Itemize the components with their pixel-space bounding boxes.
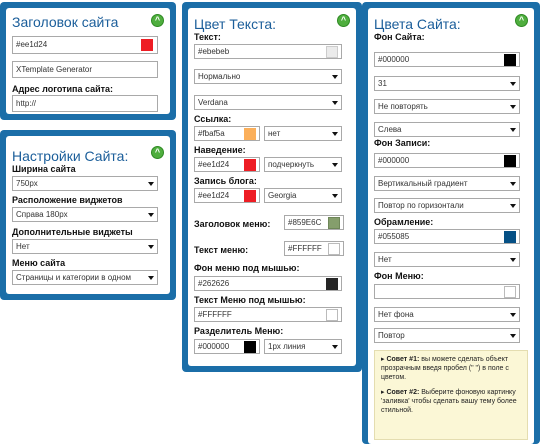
hover-underline-value: подчеркнуть bbox=[268, 160, 315, 169]
chevron-down-icon bbox=[148, 182, 154, 186]
site-menu-label: Меню сайта bbox=[12, 258, 66, 268]
link-underline-select[interactable] bbox=[264, 126, 342, 141]
menu-bg-option-select[interactable] bbox=[374, 307, 520, 322]
menu-bg-label: Фон Меню: bbox=[374, 271, 424, 281]
site-width-select[interactable] bbox=[12, 176, 158, 191]
collapse-icon[interactable]: ^ bbox=[151, 146, 164, 159]
site-header-panel bbox=[0, 2, 176, 120]
logo-url-input[interactable]: http:// bbox=[12, 95, 158, 112]
extra-widgets-value: Нет bbox=[16, 242, 30, 251]
chevron-down-icon bbox=[510, 182, 516, 186]
post-bg-color-swatch[interactable] bbox=[504, 155, 516, 167]
link-color-swatch[interactable] bbox=[244, 128, 256, 140]
chevron-down-icon bbox=[510, 313, 516, 317]
site-colors-panel-body bbox=[368, 8, 534, 444]
site-width-value: 750px bbox=[16, 179, 38, 188]
menu-header-label: Заголовок меню: bbox=[194, 219, 271, 229]
text-colors-panel-body bbox=[188, 8, 356, 366]
menu-text-color-input[interactable] bbox=[284, 241, 344, 256]
menu-divider-color-swatch[interactable] bbox=[244, 341, 256, 353]
chevron-down-icon bbox=[510, 82, 516, 86]
site-width-label: Ширина сайта bbox=[12, 164, 76, 174]
border-color-swatch[interactable] bbox=[504, 231, 516, 243]
text-font-select[interactable] bbox=[194, 95, 342, 110]
collapse-icon[interactable]: ^ bbox=[515, 14, 528, 27]
chevron-down-icon bbox=[332, 101, 338, 105]
post-bg-color-input[interactable] bbox=[374, 153, 520, 168]
site-bg-color-input[interactable] bbox=[374, 52, 520, 67]
site-bg-label: Фон Сайта: bbox=[374, 32, 425, 42]
site-bg-repeat-value: Не повторять bbox=[378, 102, 428, 111]
blog-post-color-input[interactable] bbox=[194, 188, 260, 203]
blog-post-color-value: #ee1d24 bbox=[198, 191, 230, 200]
chevron-down-icon bbox=[510, 204, 516, 208]
text-label: Текст: bbox=[194, 32, 221, 42]
tip-1-title: Совет #1: bbox=[386, 356, 420, 363]
text-weight-select[interactable] bbox=[194, 69, 342, 84]
post-bg-gradient-value: Вертикальный градиент bbox=[378, 179, 468, 188]
site-bg-position-select[interactable] bbox=[374, 122, 520, 137]
site-menu-value: Страницы и категории в одном bbox=[16, 273, 132, 282]
chevron-down-icon bbox=[510, 105, 516, 109]
post-bg-color-value: #000000 bbox=[378, 156, 410, 165]
menu-header-color-input[interactable] bbox=[284, 215, 344, 230]
text-color-input[interactable] bbox=[194, 44, 342, 59]
blog-post-color-swatch[interactable] bbox=[244, 190, 256, 202]
extra-widgets-label: Дополнительные виджеты bbox=[12, 227, 133, 237]
tip-1: ▸ Совет #1: вы можете сделать объект прозрачным введя пробел (" ") в поле с цветом. bbox=[381, 356, 509, 381]
chevron-down-icon bbox=[332, 163, 338, 167]
chevron-down-icon bbox=[332, 345, 338, 349]
site-bg-image-value: 31 bbox=[378, 79, 387, 88]
hover-label: Наведение: bbox=[194, 145, 246, 155]
chevron-down-icon bbox=[148, 276, 154, 280]
tip-2-text: Выберите фоновую картинку 'заливка' чтобы сделать вашу тему более стильной. bbox=[381, 389, 517, 414]
link-color-value: #fbaf5a bbox=[198, 129, 225, 138]
logo-url-label: Адрес логотипа сайта: bbox=[12, 84, 114, 94]
menu-hover-text-value: #FFFFFF bbox=[198, 310, 232, 319]
menu-header-color-value: #859E6C bbox=[288, 218, 322, 227]
hover-color-swatch[interactable] bbox=[244, 159, 256, 171]
site-header-title: Заголовок сайта bbox=[12, 14, 119, 30]
menu-bg-option-value: Нет фона bbox=[378, 310, 414, 319]
site-title-color-value: #ee1d24 bbox=[16, 40, 48, 49]
hover-color-input[interactable] bbox=[194, 157, 260, 172]
site-colors-title: Цвета Сайта: bbox=[374, 16, 461, 32]
menu-bg-repeat-select[interactable] bbox=[374, 328, 520, 343]
site-colors-panel bbox=[362, 2, 540, 444]
hover-color-value: #ee1d24 bbox=[198, 160, 230, 169]
chevron-down-icon bbox=[148, 245, 154, 249]
tip-2: ▸ Совет #2: Выберите фоновую картинку 'заливка' чтобы сделать вашу тему более стильной. bbox=[381, 389, 517, 414]
post-bg-label: Фон Записи: bbox=[374, 138, 431, 148]
blog-post-font-select[interactable] bbox=[264, 188, 342, 203]
menu-divider-style-select[interactable] bbox=[264, 339, 342, 354]
text-font-value: Verdana bbox=[198, 98, 228, 107]
menu-text-label: Текст меню: bbox=[194, 245, 249, 255]
menu-hover-bg-input[interactable] bbox=[194, 276, 342, 291]
chevron-down-icon bbox=[148, 213, 154, 217]
menu-bg-repeat-value: Повтор bbox=[378, 331, 405, 340]
link-label: Ссылка: bbox=[194, 114, 232, 124]
border-color-value: #055085 bbox=[378, 232, 410, 241]
link-color-input[interactable] bbox=[194, 126, 260, 141]
border-label: Обрамление: bbox=[374, 217, 434, 227]
widgets-position-value: Справа 180px bbox=[16, 210, 68, 219]
site-settings-title: Настройки Сайта: bbox=[12, 148, 129, 164]
blog-post-font-value: Georgia bbox=[268, 191, 297, 200]
collapse-icon[interactable]: ^ bbox=[337, 14, 350, 27]
link-underline-value: нет bbox=[268, 129, 281, 138]
menu-divider-color-value: #000000 bbox=[198, 342, 230, 351]
site-bg-color-value: #000000 bbox=[378, 55, 410, 64]
menu-bg-color-input[interactable] bbox=[374, 284, 520, 299]
widgets-position-select[interactable] bbox=[12, 207, 158, 222]
site-title-color-input[interactable] bbox=[12, 36, 158, 54]
menu-hover-text-input[interactable] bbox=[194, 307, 342, 322]
menu-hover-bg-swatch[interactable] bbox=[326, 278, 338, 290]
chevron-down-icon bbox=[332, 194, 338, 198]
site-bg-position-value: Слева bbox=[378, 125, 402, 134]
menu-text-color-swatch[interactable] bbox=[328, 243, 340, 255]
blog-post-label: Запись блога: bbox=[194, 176, 257, 186]
site-bg-color-swatch[interactable] bbox=[504, 54, 516, 66]
menu-text-color-value: #FFFFFF bbox=[288, 244, 322, 253]
site-settings-panel-body bbox=[6, 136, 170, 294]
site-header-panel-body bbox=[6, 8, 170, 114]
chevron-down-icon bbox=[332, 75, 338, 79]
menu-hover-bg-value: #262626 bbox=[198, 279, 230, 288]
extra-widgets-select[interactable] bbox=[12, 239, 158, 254]
site-bg-image-select[interactable] bbox=[374, 76, 520, 91]
post-bg-gradient-select[interactable] bbox=[374, 176, 520, 191]
post-bg-repeat-value: Повтор по горизонтали bbox=[378, 201, 464, 210]
menu-divider-style-value: 1px линия bbox=[268, 342, 306, 351]
text-color-value: #ebebeb bbox=[198, 47, 230, 56]
menu-header-color-swatch[interactable] bbox=[328, 217, 340, 229]
menu-divider-color-input[interactable] bbox=[194, 339, 260, 354]
chevron-down-icon bbox=[510, 258, 516, 262]
tip-1-text: вы можете сделать объект прозрачным введя пробел (" ") в поле с цветом. bbox=[381, 356, 509, 381]
text-colors-title: Цвет Текста: bbox=[194, 16, 277, 32]
tip-2-title: Совет #2: bbox=[386, 389, 420, 396]
chevron-down-icon bbox=[510, 128, 516, 132]
border-color-input[interactable] bbox=[374, 229, 520, 244]
menu-divider-label: Разделитель Меню: bbox=[194, 326, 284, 336]
tips-box bbox=[374, 350, 528, 440]
text-colors-panel bbox=[182, 2, 362, 372]
menu-bg-color-swatch[interactable] bbox=[504, 286, 516, 298]
site-bg-repeat-select[interactable] bbox=[374, 99, 520, 114]
chevron-down-icon bbox=[332, 132, 338, 136]
widgets-position-label: Расположение виджетов bbox=[12, 195, 123, 205]
hover-underline-select[interactable] bbox=[264, 157, 342, 172]
border-option-value: Нет bbox=[378, 255, 392, 264]
chevron-down-icon bbox=[510, 334, 516, 338]
border-option-select[interactable] bbox=[374, 252, 520, 267]
site-generator-input[interactable]: XTemplate Generator bbox=[12, 61, 158, 78]
site-settings-panel bbox=[0, 130, 176, 300]
menu-hover-text-label: Текст Меню под мышью: bbox=[194, 295, 306, 305]
menu-hover-text-swatch[interactable] bbox=[326, 309, 338, 321]
text-weight-value: Нормально bbox=[198, 72, 241, 81]
site-menu-select[interactable] bbox=[12, 270, 158, 285]
text-color-swatch[interactable] bbox=[326, 46, 338, 58]
collapse-icon[interactable]: ^ bbox=[151, 14, 164, 27]
site-title-color-swatch[interactable] bbox=[141, 39, 153, 51]
post-bg-repeat-select[interactable] bbox=[374, 198, 520, 213]
menu-hover-bg-label: Фон меню под мышью: bbox=[194, 263, 300, 273]
